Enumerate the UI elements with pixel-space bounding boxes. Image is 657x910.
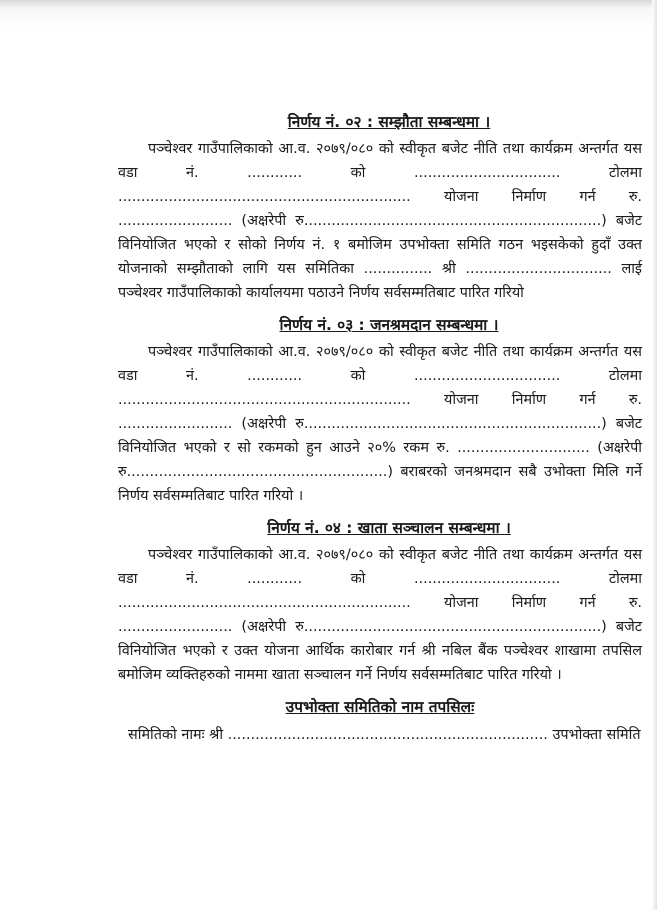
decision-04-heading: निर्णय नं. ०४ : खाता सञ्चालन सम्बन्धमा ।	[267, 519, 511, 537]
members-section	[118, 695, 642, 747]
committee-name-blank: ......................................................................	[227, 727, 548, 743]
decision-04-body: पञ्चेश्वर गाउँपालिकाको आ.व. २०७९/०८० को स्वीकृत बजेट नीति तथा कार्यक्रम अन्तर्गत यस वडा नं. ............ को ................................ टोलमा ................................................................ योजना निर्माण गर्न रु. ......................... (अक्षरेपी रु.................................................................) बजेट विनियोजित भएको र उक्त योजना आर्थिक कारोबार गर्न श्री नबिल बैंक पञ्चेश्वर शाखामा तपसिल बमोजिम व्यक्तिहरुको नाममा खाता सञ्चालन गर्ने निर्णय सर्वसम्मतिबाट पारित गरियो ।	[118, 547, 642, 683]
page-right-edge	[652, 0, 657, 910]
committee-name-label: समितिको नामः श्री	[128, 727, 224, 743]
members-heading: उपभोक्ता समितिको नाम तपसिलः	[285, 698, 475, 716]
decision-04-section	[118, 516, 642, 687]
decision-03-heading: निर्णय नं. ०३ : जनश्रमदान सम्बन्धमा ।	[279, 316, 499, 334]
document-content	[118, 110, 642, 747]
decision-02-heading: निर्णय नं. ०२ : सम्झौता सम्बन्धमा ।	[287, 113, 491, 131]
decision-02-body: पञ्चेश्वर गाउँपालिकाको आ.व. २०७९/०८० को स्वीकृत बजेट नीति तथा कार्यक्रम अन्तर्गत यस वडा नं. ............ को ................................ टोलमा ................................................................ योजना निर्माण गर्न रु. ......................... (अक्षरेपी रु.................................................................) बजेट विनियोजित भएको र सोको निर्णय नं. १ बमोजिम उपभोक्ता समिति गठन भइसकेको हुदाँ उक्त योजनाको सम्झौताको लागि यस समितिका ............... श्री ................................ लाई पञ्चेश्वर गाउँपालिकाको कार्यालयमा पठाउने निर्णय सर्वसम्मतिबाट पारित गरियो	[118, 141, 642, 301]
decision-02-section	[118, 110, 642, 305]
committee-name-suffix: उपभोक्ता समिति	[552, 727, 641, 743]
decision-03-body: पञ्चेश्वर गाउँपालिकाको आ.व. २०७९/०८० को स्वीकृत बजेट नीति तथा कार्यक्रम अन्तर्गत यस वडा नं. ............ को ................................ टोलमा ................................................................ योजना निर्माण गर्न रु. ......................... (अक्षरेपी रु.................................................................) बजेट विनियोजित भएको र सो रकमको हुन आउने २०% रकम रु. ............................. (अक्षरेपी रु.........................................................) बराबरको जनश्रमदान सबै उभोक्ता मिलि गर्ने निर्णय सर्वसम्मतिबाट पारित गरियो ।	[118, 344, 642, 504]
page-top-edge	[0, 0, 657, 8]
decision-03-section	[118, 313, 642, 508]
committee-name-line	[118, 723, 642, 747]
